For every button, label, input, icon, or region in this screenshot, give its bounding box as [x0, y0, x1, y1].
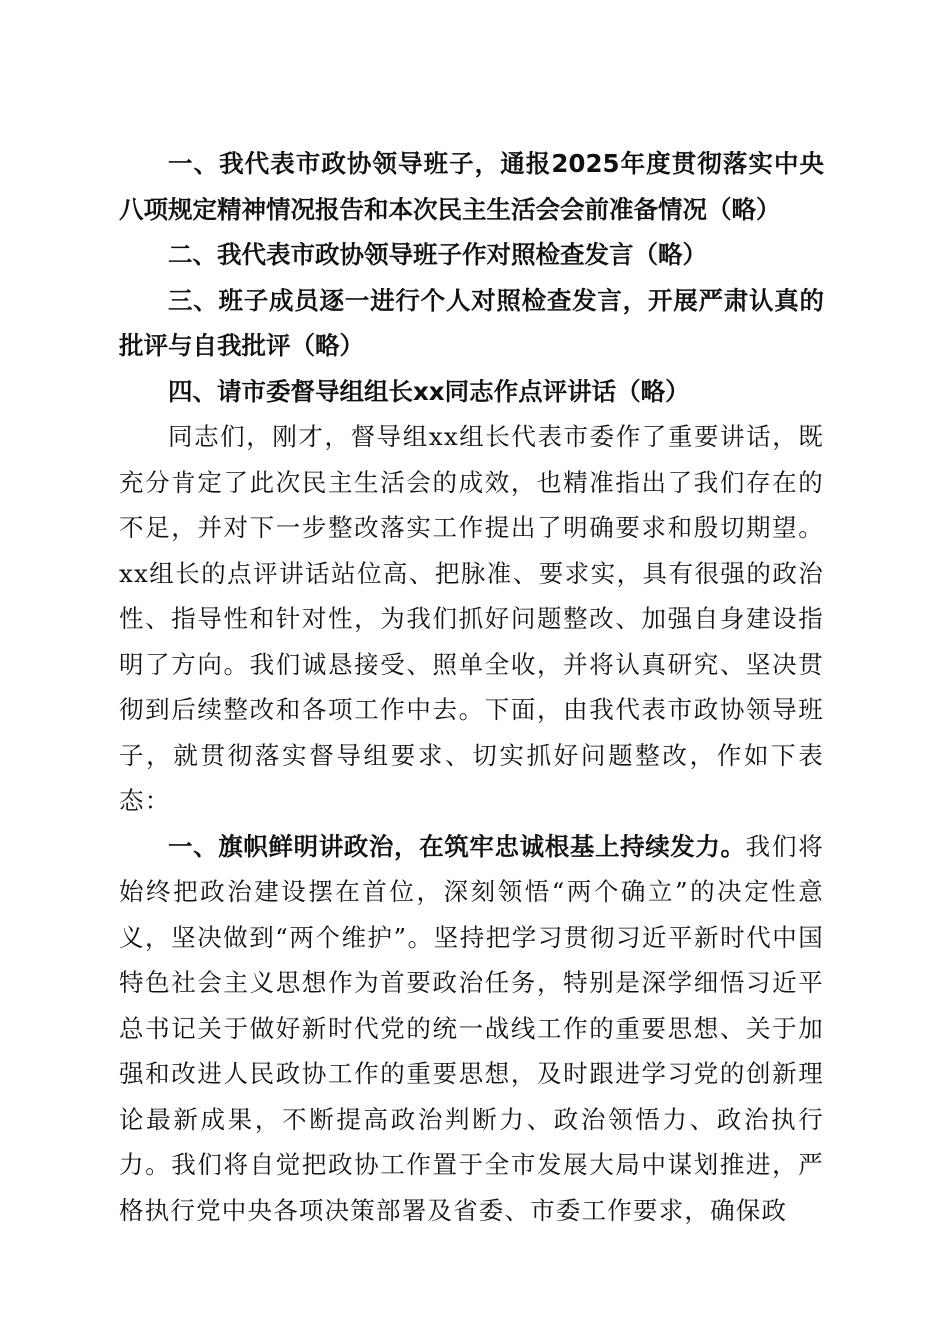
intro-paragraph: 同志们，刚才，督导组xx组长代表市委作了重要讲话，既充分肯定了此次民主生活会的成效，也精准指出了我们存在的不足，并对下一步整改落实工作提出了明确要求和殷切期望。xx组长的点评讲话站位高、把脉准、要求实，具有很强的政治性、指导性和针对性，为我们抓好问题整改、加强自身建设指明了方向。我们诚恳接受、照单全收，并将认真研究、坚决贯彻到后续整改和各项工作中去。下面，由我代表市政协领导班子，就贯彻落实督导组要求、切实抓好问题整改，作如下表态： [119, 422, 824, 815]
section-1-heading: 一、旗帜鲜明讲政治，在筑牢忠诚根基上持续发力。 [168, 831, 746, 861]
section-1-body: 我们将始终把政治建设摆在首位，深刻领悟“两个确立”的决定性意义，坚决做到“两个维护”。坚持把学习贯彻习近平新时代中国特色社会主义思想作为首要政治任务，特别是深学细悟习近平总书记关于做好新时代党的统一战线工作的重要思想、关于加强和改进人民政协工作的重要思想，及时跟进学习党的创新理论最新成果，不断提高政治判断力、政治领悟力、政治执行力。我们将自觉把政协工作置于全市发展大局中谋划推进，严格执行党中央各项决策部署及省委、市委工作要求，确保政 [119, 831, 825, 1225]
document-page [119, 141, 824, 1233]
agenda-item-3: 三、班子成员逐一进行个人对照检查发言，开展严肃认真的批评与自我批评（略） [119, 285, 824, 360]
agenda-item-1: 一、我代表市政协领导班子，通报2025年度贯彻落实中央八项规定精神情况报告和本次民主生活会会前准备情况（略） [119, 149, 824, 224]
section-1-paragraph [119, 824, 824, 1234]
agenda-item-4: 四、请市委督导组组长xx同志作点评讲话（略） [168, 376, 690, 406]
agenda-item-2: 二、我代表市政协领导班子作对照检查发言（略） [168, 240, 707, 269]
